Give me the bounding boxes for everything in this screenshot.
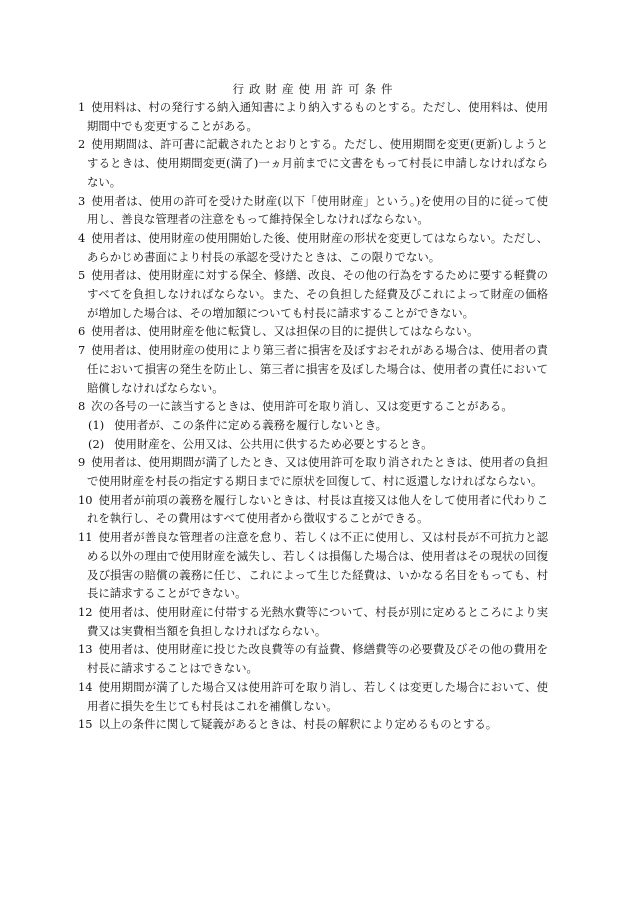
condition-number: 14 — [78, 679, 93, 694]
condition-text: 使用者は、使用財産に投じた改良費等の有益費、修繕費等の必要費及びその他の費用を村長に請求することはできない。 — [87, 642, 548, 676]
condition-text: 使用料は、村の発行する納入通知書により納入するものとする。ただし、使用料は、使用期間中でも変更することがある。 — [87, 100, 548, 133]
sub-item-number: (2) — [88, 436, 105, 451]
condition-number: 15 — [78, 717, 93, 732]
condition-text: 使用者が前項の義務を履行しないときは、村長は直接又は他人をして使用者に代わりこれを執行し、その費用はすべて使用者から徴収することができる。 — [87, 492, 548, 526]
condition-number: 9 — [78, 455, 86, 470]
condition-text: 次の各号の一に該当するときは、使用許可を取り消し、又は変更することがある。 — [91, 399, 513, 414]
condition-item — [78, 397, 548, 416]
condition-text: 使用者は、使用財産に付帯する光熱水費等について、村長が別に定めるところにより実費又は実費相当額を負担しなければならない。 — [87, 604, 548, 638]
sub-item — [78, 435, 548, 454]
condition-number: 12 — [78, 604, 93, 619]
page-title: 行政財産使用許可条件 — [232, 82, 398, 96]
condition-text: 使用者が善良な管理者の注意を怠り、若しくは不正に使用し、又は村長が不可抗力と認める以外の理由で使用財産を滅失し、若しくは損傷した場合は、使用者はその現状の回復及び損害の賠償の義務に任じ、これによって生じた経費は、いかなる名目をもっても、村長に請求することができない。 — [87, 530, 548, 601]
condition-number: 3 — [78, 193, 86, 208]
sub-item-number: (1) — [88, 417, 105, 432]
condition-item — [78, 715, 548, 734]
condition-item — [78, 528, 548, 603]
condition-text: 使用期間が満了した場合又は使用許可を取り消し、若しくは変更した場合において、使用者に損失を生じても村長はこれを補償しない。 — [87, 679, 548, 713]
condition-number: 11 — [78, 530, 93, 545]
condition-text: 使用期間は、許可書に記載されたとおりとする。ただし、使用期間を変更(更新)しようとするときは、使用期間変更(満了)一ヵ月前までに文書をもって村長に申請しなければならない。 — [87, 137, 548, 189]
conditions-list — [78, 98, 548, 734]
condition-text: 使用者は、使用期間が満了したとき、又は使用許可を取り消されたときは、使用者の負担で使用財産を村長の指定する期日までに原状を回復して、村に返還しなければならない。 — [87, 455, 548, 489]
condition-number: 10 — [78, 492, 93, 507]
condition-text: 使用者は、使用財産の使用開始した後、使用財産の形状を変更してはならない。ただし、あらかじめ書面により村長の承認を受けたときは、この限りでない。 — [87, 230, 548, 264]
sub-item-text: 使用者が、この条件に定める義務を履行しないとき。 — [114, 417, 388, 432]
condition-number: 2 — [78, 137, 86, 152]
condition-text: 使用者は、使用財産の使用により第三者に損害を及ぼすおそれがある場合は、使用者の責任において損害の発生を防止し、第三者に損害を及ぼした場合は、使用者の責任において賠償しなければならない。 — [87, 343, 548, 395]
condition-item — [78, 135, 548, 191]
condition-number: 13 — [78, 642, 93, 657]
condition-text: 使用者は、使用の許可を受けた財産(以下「使用財産」という。)を使用の目的に従って使用し、善良な管理者の注意をもって維持保全しなければならない。 — [87, 193, 548, 227]
condition-item — [78, 491, 548, 528]
sub-item — [78, 416, 548, 435]
condition-item — [78, 678, 548, 715]
condition-number: 6 — [78, 324, 86, 339]
condition-number: 7 — [78, 343, 86, 358]
condition-number: 4 — [78, 230, 86, 245]
condition-item — [78, 453, 548, 490]
condition-item — [78, 341, 548, 397]
condition-text: 使用者は、使用財産に対する保全、修繕、改良、その他の行為をするために要する軽費のすべてを負担しなければならない。また、その負担した経費及びこれによって財産の価格が増加した場合は、その増加額についても村長に請求することができない。 — [87, 268, 548, 320]
condition-number: 1 — [78, 100, 86, 114]
sub-item-text: 使用財産を、公用又は、公共用に供するため必要とするとき。 — [114, 436, 433, 451]
condition-item — [78, 266, 548, 322]
condition-item — [78, 229, 548, 266]
condition-item — [78, 98, 548, 135]
condition-number: 5 — [78, 268, 86, 283]
condition-text: 以上の条件に関して疑義があるときは、村長の解釈により定めるものとする。 — [98, 717, 498, 732]
condition-text: 使用者は、使用財産を他に転貸し、又は担保の目的に提供してはならない。 — [91, 324, 479, 339]
condition-number: 8 — [78, 399, 86, 414]
condition-item — [78, 322, 548, 341]
condition-item — [78, 603, 548, 640]
condition-item — [78, 192, 548, 229]
condition-item — [78, 640, 548, 677]
